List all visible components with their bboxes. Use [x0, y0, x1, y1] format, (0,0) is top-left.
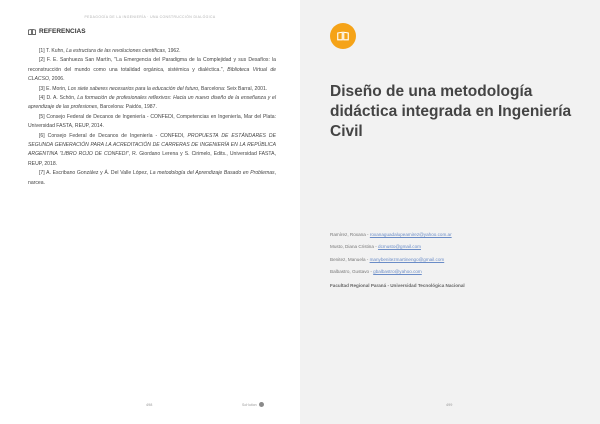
reference-text: [3] E. Morin, [39, 85, 68, 92]
reference-text: , R. Giordano Lerena y S. Cirimelo, Edits., Universidad FASTA, REUP, 2018. [28, 151, 276, 167]
author-name: Benitez, Manuela [330, 256, 366, 262]
author-email-link[interactable]: roxanaguadalupeamirez@yahoo.com.ar [369, 232, 452, 237]
references-heading-label: REFERENCIAS [39, 28, 86, 35]
author-name: Musto, Diana Cristina [330, 244, 374, 250]
author-email-link[interactable]: manybenitezmartinengo@gmail.com [369, 256, 445, 262]
author-separator: - [373, 244, 379, 250]
author-separator: - [369, 269, 374, 275]
author-row [330, 254, 590, 266]
author-separator: - [365, 232, 370, 237]
references-heading [28, 28, 86, 35]
page-number-right: 499 [446, 403, 453, 407]
author-name: Ramírez, Roxana [330, 232, 366, 237]
reference-text: [7] A. Escribano González y Á. Del Valle López, [39, 170, 150, 177]
reference-text: [4] D. A. Schön, [39, 95, 78, 102]
reference-text: , Barcelona: Seix Barral, 2001. [198, 85, 268, 92]
author-row [330, 241, 590, 253]
reference-title: La estructura de las revoluciones científicas [66, 48, 165, 54]
open-book-icon [28, 29, 36, 35]
reference-text: , Barcelona: Paidós, 1987. [97, 104, 157, 111]
open-book-icon [337, 31, 349, 41]
reference-text: , narcea. [28, 170, 276, 186]
reference-item [28, 169, 276, 188]
reference-title: PROPUESTA DE ESTÁNDARES DE SEGUNDA GENERACIÓN PARA LA ACREDITACIÓN DE CARRERAS DE INGENIERÍA EN LA REPÚBLICA ARGENTINA "LIBRO ROJO DE CONFEDI" [28, 132, 276, 158]
section-badge [330, 23, 356, 49]
author-row [330, 229, 590, 241]
author-row [330, 266, 590, 278]
author-name: Balbastro, Gustavo [330, 269, 370, 275]
author-list [330, 229, 590, 279]
reference-title: La formación de profesionales reflexivos: Hacia un nuevo diseño de la enseñanza y el aprendizaje de las profesiones [28, 95, 277, 111]
series-name: Sol·lution [242, 402, 257, 407]
reference-text: [1] T. Kuhn, [39, 48, 67, 54]
reference-item [28, 132, 276, 170]
page-number-left: 498 [146, 403, 153, 407]
reference-title: Los siete saberes necesarios para la educación del futuro [67, 85, 199, 92]
reference-list [28, 47, 276, 188]
author-email-link[interactable]: gbalbastro@yahoo.com [373, 269, 422, 275]
reference-text: [6] Consejo Federal de Decanos de Ingeniería - CONFEDI, [39, 132, 188, 139]
reference-item [28, 94, 276, 113]
article-title: Diseño de una metodología didáctica integrada en Ingeniería Civil [330, 83, 572, 140]
author-email-link[interactable]: dcmusto@gmail.com [378, 244, 421, 250]
reference-item [28, 113, 276, 132]
affiliation: Facultad Regional Paraná - Universidad Tecnológica Nacional [330, 283, 465, 288]
reference-title: Biblioteca Virtual de CLACSO [28, 66, 276, 83]
running-head: PEDAGOGÍA DE LA INGENIERÍA · UNA CONSTRUCCIÓN DIALÓGICA [84, 15, 216, 19]
series-label [242, 402, 264, 407]
reference-text: , 1962. [164, 48, 181, 54]
reference-title: La metodología del Aprendizaje Basado en Problemas [149, 170, 275, 177]
reference-text: [2] F. E. Sanhueza San Martín, "La Emergencia del Paradigma de la Complejidad y sus Desafíos: la reconstrucción del mundo como una totalidad orgánica, sistémica y dialéctica.", [28, 57, 276, 73]
reference-text: [5] Consejo Federal de Decanos de Ingeniería - CONFEDI, Competencias en Ingeniería, Mar del Plata: Universidad FASTA, REUP, 2014. [28, 113, 276, 130]
right-page [300, 0, 600, 424]
circle-logo-icon [259, 402, 264, 407]
reference-item [28, 85, 276, 94]
reference-item [28, 56, 276, 84]
reference-text: , 2006. [48, 76, 65, 83]
reference-item [28, 47, 276, 56]
author-separator: - [365, 256, 370, 262]
